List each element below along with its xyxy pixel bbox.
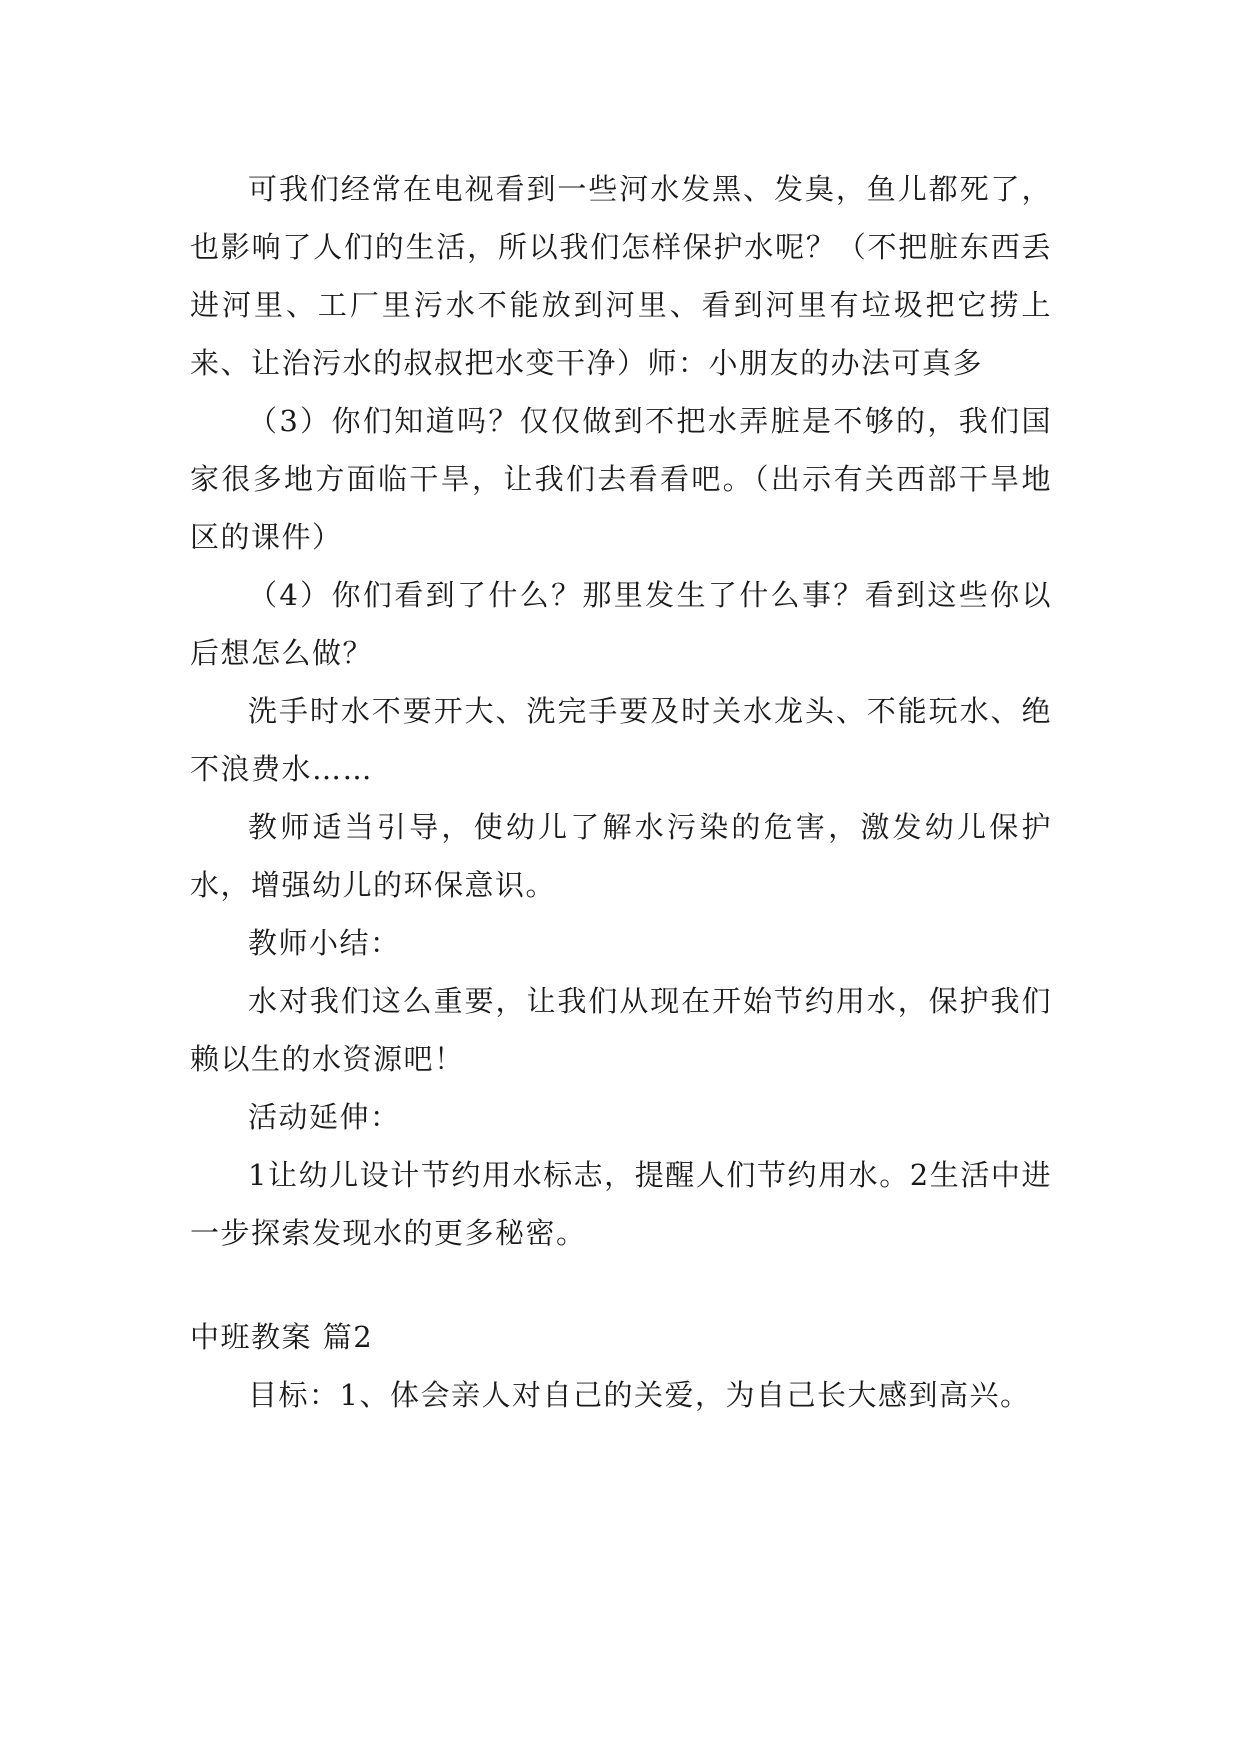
- paragraph-water-pollution: 可我们经常在电视看到一些河水发黑、发臭，鱼儿都死了，也影响了人们的生活，所以我们怎样保护水呢？（不把脏东西丢进河里、工厂里污水不能放到河里、看到河里有垃圾把它捞上来、让治污水的叔叔把水变干净）师：小朋友的办法可真多: [190, 172, 1052, 380]
- paragraph-step-4: （4）你们看到了什么？那里发生了什么事？看到这些你以后想怎么做？: [190, 578, 1052, 670]
- paragraph-extension-label: 活动延伸：: [248, 1100, 401, 1134]
- paragraph-step-3: （3）你们知道吗？仅仅做到不把水弄脏是不够的，我们国家很多地方面临干旱，让我们去看看吧。（出示有关西部干旱地区的课件）: [190, 404, 1052, 554]
- paragraph-save-water-actions: 洗手时水不要开大、洗完手要及时关水龙头、不能玩水、绝不浪费水……: [190, 694, 1052, 786]
- section-spacer: [190, 1262, 1052, 1308]
- document-body: [190, 160, 1052, 1424]
- section-heading: 中班教案 篇2: [190, 1320, 374, 1354]
- paragraph-teacher-guidance: 教师适当引导，使幼儿了解水污染的危害，激发幼儿保护水，增强幼儿的环保意识。: [190, 810, 1052, 902]
- paragraph-teacher-summary: 水对我们这么重要，让我们从现在开始节约用水，保护我们赖以生的水资源吧！: [190, 984, 1052, 1076]
- paragraph-extension: 1让幼儿设计节约用水标志，提醒人们节约用水。2生活中进一步探索发现水的更多秘密。: [190, 1158, 1052, 1250]
- paragraph-goal: 目标：1、体会亲人对自己的关爱，为自己长大感到高兴。: [248, 1378, 1031, 1412]
- paragraph-teacher-summary-label: 教师小结：: [248, 926, 401, 960]
